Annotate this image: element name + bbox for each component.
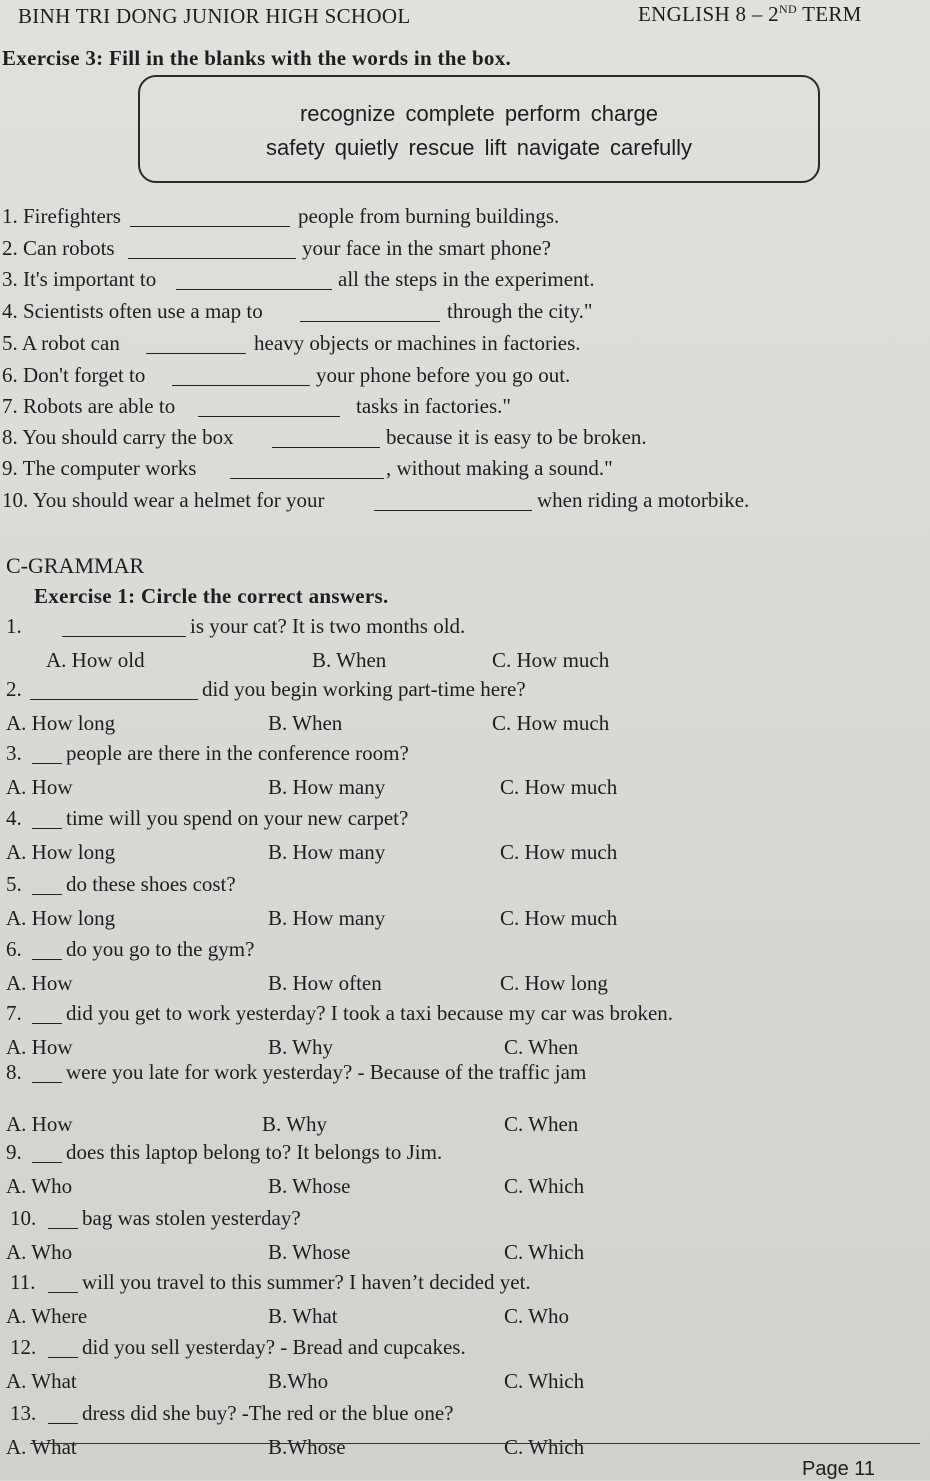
fill-blank-continuation: through the city." bbox=[447, 299, 593, 323]
question-number: 9. bbox=[6, 1140, 22, 1164]
question-text: people are there in the conference room? bbox=[66, 741, 409, 765]
answer-option-a[interactable]: A. How long bbox=[6, 906, 116, 930]
answer-option-a[interactable]: A. How long bbox=[6, 840, 116, 864]
answer-option-b[interactable]: B. Why bbox=[268, 1035, 333, 1059]
fill-blank-prompt: 2. Can robots bbox=[2, 236, 115, 260]
question-number: 8. bbox=[6, 1060, 22, 1084]
answer-option-c[interactable]: C. Which bbox=[504, 1240, 585, 1264]
question-text: is your cat? It is two months old. bbox=[190, 614, 466, 638]
bottom-rule bbox=[30, 1443, 920, 1444]
fill-blank-continuation: when riding a motorbike. bbox=[537, 488, 750, 512]
exercise1-title: Exercise 1: Circle the correct answers. bbox=[34, 584, 389, 608]
answer-blank[interactable] bbox=[32, 894, 62, 895]
subject-sup: ND bbox=[778, 2, 797, 16]
answer-option-a[interactable]: A. What bbox=[6, 1435, 77, 1459]
question-text: were you late for work yesterday? - Because of the traffic jam bbox=[66, 1060, 587, 1084]
answer-option-b[interactable]: B. How many bbox=[268, 775, 386, 799]
question-text: do you go to the gym? bbox=[66, 937, 255, 961]
question-text: did you begin working part-time here? bbox=[202, 677, 526, 701]
answer-option-a[interactable]: A. How long bbox=[6, 711, 116, 735]
answer-blank[interactable] bbox=[48, 1228, 78, 1229]
question-number: 5. bbox=[6, 872, 22, 896]
question-text: did you sell yesterday? - Bread and cupcakes. bbox=[82, 1335, 466, 1359]
answer-option-a[interactable]: A. Who bbox=[6, 1240, 73, 1264]
question-text: will you travel to this summer? I haven’t decided yet. bbox=[82, 1270, 531, 1294]
fill-blank-prompt: 10. You should wear a helmet for your bbox=[2, 488, 325, 512]
answer-blank[interactable] bbox=[48, 1357, 78, 1358]
answer-option-c[interactable]: C. How much bbox=[500, 775, 618, 799]
fill-blank-continuation: tasks in factories." bbox=[356, 394, 511, 418]
answer-option-a[interactable]: A. How old bbox=[46, 648, 145, 672]
answer-option-b[interactable]: B. How many bbox=[268, 906, 386, 930]
answer-blank[interactable] bbox=[32, 1023, 62, 1024]
question-text: does this laptop belong to? It belongs to Jim. bbox=[66, 1140, 443, 1164]
answer-blank[interactable] bbox=[32, 1082, 62, 1083]
answer-blank[interactable] bbox=[230, 478, 384, 479]
question-number: 11. bbox=[10, 1270, 36, 1294]
question-number: 6. bbox=[6, 937, 22, 961]
answer-option-a[interactable]: A. How bbox=[6, 1035, 73, 1059]
answer-option-a[interactable]: A. What bbox=[6, 1369, 77, 1393]
exercise3-title: Exercise 3: Fill in the blanks with the words in the box. bbox=[2, 46, 512, 70]
answer-option-c[interactable]: C. Which bbox=[504, 1174, 585, 1198]
answer-option-b[interactable]: B. How many bbox=[268, 840, 386, 864]
question-number: 10. bbox=[10, 1206, 37, 1230]
question-number: 2. bbox=[6, 677, 22, 701]
answer-option-c[interactable]: C. When bbox=[504, 1035, 579, 1059]
question-text: bag was stolen yesterday? bbox=[82, 1206, 301, 1230]
fill-blank-prompt: 6. Don't forget to bbox=[2, 363, 146, 387]
fill-blank-continuation: heavy objects or machines in factories. bbox=[254, 331, 581, 355]
answer-blank[interactable] bbox=[32, 828, 62, 829]
question-text: did you get to work yesterday? I took a taxi because my car was broken. bbox=[66, 1001, 674, 1025]
page-number: Page 11 bbox=[802, 1458, 876, 1480]
subject-term bbox=[638, 2, 862, 27]
answer-option-c[interactable]: C. Who bbox=[504, 1304, 569, 1328]
answer-blank[interactable] bbox=[30, 699, 198, 700]
question-number: 1. bbox=[6, 614, 22, 638]
answer-blank[interactable] bbox=[300, 321, 440, 322]
answer-blank[interactable] bbox=[32, 763, 62, 764]
word-box bbox=[138, 75, 820, 183]
question-number: 7. bbox=[6, 1001, 22, 1025]
fill-blank-prompt: 8. You should carry the box bbox=[2, 425, 234, 449]
question-text: time will you spend on your new carpet? bbox=[66, 806, 409, 830]
word-box-line-2: safety quietly rescue lift navigate carefully bbox=[266, 135, 692, 160]
fill-blank-continuation: your phone before you go out. bbox=[316, 363, 571, 387]
fill-blank-prompt: 9. The computer works bbox=[2, 456, 197, 480]
answer-blank[interactable] bbox=[62, 636, 186, 637]
answer-option-b[interactable]: B. When bbox=[268, 711, 343, 735]
question-number: 13. bbox=[10, 1401, 37, 1425]
answer-blank[interactable] bbox=[32, 1162, 62, 1163]
question-text: do these shoes cost? bbox=[66, 872, 236, 896]
question-number: 3. bbox=[6, 741, 22, 765]
answer-option-b[interactable]: B. Whose bbox=[268, 1174, 351, 1198]
answer-blank[interactable] bbox=[176, 289, 332, 290]
question-number: 4. bbox=[6, 806, 22, 830]
fill-blank-prompt: 4. Scientists often use a map to bbox=[2, 299, 263, 323]
fill-blank-continuation: your face in the smart phone? bbox=[302, 236, 551, 260]
question-number: 12. bbox=[10, 1335, 37, 1359]
fill-blank-continuation: people from burning buildings. bbox=[298, 204, 560, 228]
answer-option-c[interactable]: C. How much bbox=[500, 906, 618, 930]
answer-option-b[interactable]: B. What bbox=[268, 1304, 338, 1328]
fill-blank-continuation: because it is easy to be broken. bbox=[386, 425, 647, 449]
answer-option-b[interactable]: B. When bbox=[312, 648, 387, 672]
answer-option-b[interactable]: B. Why bbox=[262, 1112, 327, 1136]
answer-option-a[interactable]: A. Who bbox=[6, 1174, 73, 1198]
answer-blank[interactable] bbox=[48, 1292, 78, 1293]
fill-blank-continuation: , without making a sound." bbox=[386, 456, 613, 480]
school-name: BINH TRI DONG JUNIOR HIGH SCHOOL bbox=[18, 4, 411, 28]
answer-option-c[interactable]: C. How much bbox=[492, 648, 610, 672]
word-box-line-1: recognize complete perform charge bbox=[299, 101, 659, 126]
fill-blank-prompt: 5. A robot can bbox=[2, 331, 120, 355]
fill-blank-prompt: 1. Firefighters bbox=[2, 204, 121, 228]
answer-option-a[interactable]: A. How bbox=[6, 971, 73, 995]
subject-suffix: TERM bbox=[802, 2, 862, 26]
answer-blank[interactable] bbox=[172, 385, 310, 386]
answer-blank[interactable] bbox=[32, 959, 62, 960]
answer-blank[interactable] bbox=[374, 510, 532, 511]
answer-option-a[interactable]: A. How bbox=[6, 1112, 73, 1136]
answer-option-b[interactable]: B.Who bbox=[268, 1369, 329, 1393]
question-text: dress did she buy? -The red or the blue one? bbox=[82, 1401, 454, 1425]
answer-option-c[interactable]: C. How long bbox=[500, 971, 608, 995]
answer-option-c[interactable]: C. Which bbox=[504, 1435, 585, 1459]
fill-blank-prompt: 7. Robots are able to bbox=[2, 394, 176, 418]
answer-option-c[interactable]: C. How much bbox=[500, 840, 618, 864]
answer-option-a[interactable]: A. How bbox=[6, 775, 73, 799]
answer-option-b[interactable]: B.Whose bbox=[268, 1435, 346, 1459]
answer-blank[interactable] bbox=[48, 1423, 78, 1424]
answer-blank[interactable] bbox=[130, 226, 290, 227]
answer-blank[interactable] bbox=[146, 353, 246, 354]
answer-option-c[interactable]: C. When bbox=[504, 1112, 579, 1136]
answer-option-c[interactable]: C. Which bbox=[504, 1369, 585, 1393]
subject-prefix: ENGLISH 8 – 2 bbox=[638, 2, 779, 26]
answer-option-b[interactable]: B. Whose bbox=[268, 1240, 351, 1264]
answer-blank[interactable] bbox=[272, 447, 380, 448]
fill-blank-continuation: all the steps in the experiment. bbox=[338, 267, 595, 291]
fill-blank-prompt: 3. It's important to bbox=[2, 267, 157, 291]
answer-blank[interactable] bbox=[128, 258, 296, 259]
grammar-heading: C-GRAMMAR bbox=[6, 553, 145, 578]
answer-option-c[interactable]: C. How much bbox=[492, 711, 610, 735]
answer-blank[interactable] bbox=[198, 416, 340, 417]
answer-option-a[interactable]: A. Where bbox=[6, 1304, 88, 1328]
answer-option-b[interactable]: B. How often bbox=[268, 971, 382, 995]
